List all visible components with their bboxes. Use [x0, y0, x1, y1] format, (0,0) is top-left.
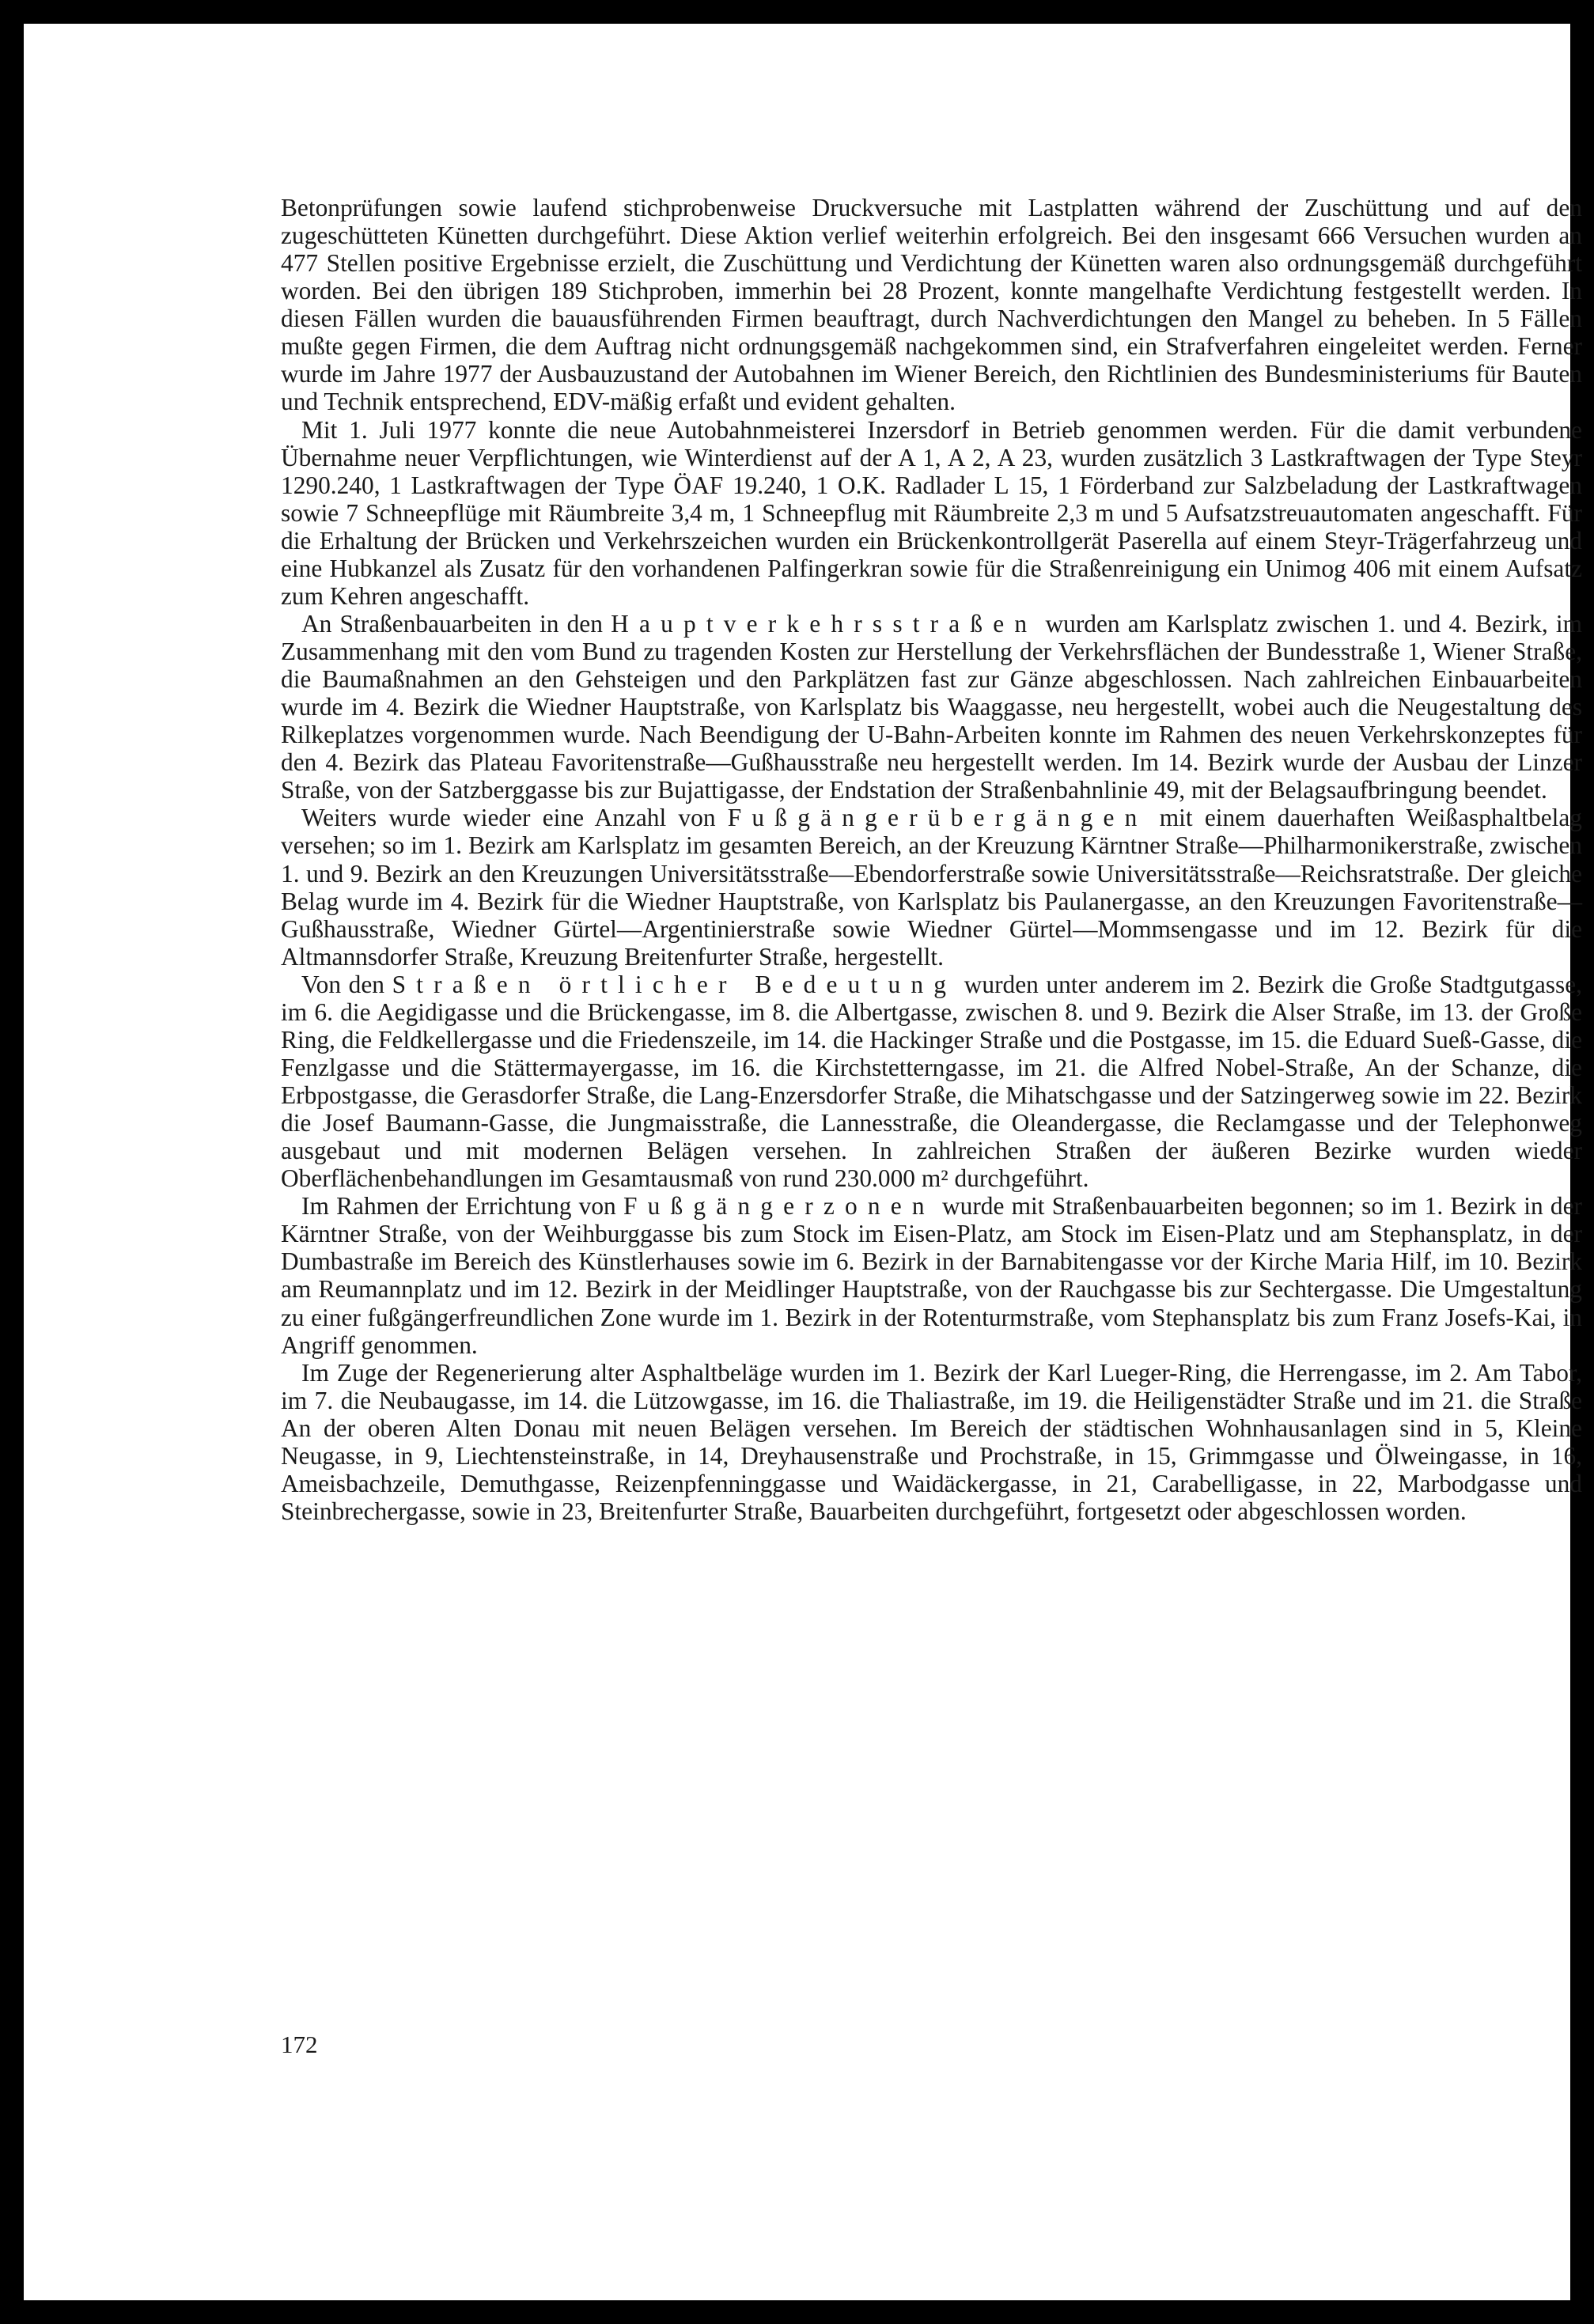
paragraph-text: mit einem dauerhaften Weißasphaltbelag versehen; so im 1. Bezirk am Karlsplatz im gesamten Bereich, an der Kreuzung Kärntner Straße—Philharmonikerstraße, zwischen 1. und 9. Bezirk an den Kreuzungen Universitätsstraße—Ebendorferstraße sowie Universitätsstraße—Reichsratstraße. Der gleiche Belag wurde im 4. Bezirk für die Wiedner Hauptstraße, von Karlsplatz bis Paulanergasse, an den Kreuzungen Favoritenstraße—Gußhausstraße, Wiedner Gürtel—Argentinierstraße sowie Wiedner Gürtel—Mommsengasse und im 12. Bezirk für die Altmannsdorfer Straße, Kreuzung Breitenfurter Straße, hergestellt.	[281, 804, 1582, 971]
paragraph-text: Betonprüfungen sowie laufend stichprobenweise Druckversuche mit Lastplatten während der Zuschüttung und auf den zugeschütteten Künetten durchgeführt. Diese Aktion verlief weiterhin erfolgreich. Bei den insgesamt 666 Versuchen wurden an 477 Stellen positive Ergebnisse erzielt, die Zuschüttung und Verdichtung der Künetten waren also ordnungsgemäß durchgeführt worden. Bei den übrigen 189 Stichproben, immerhin bei 28 Prozent, konnte mangelhafte Verdichtung festgestellt werden. In diesen Fällen wurden die bauausführenden Firmen beauftragt, durch Nachverdichtungen den Mangel zu beheben. In 5 Fällen mußte gegen Firmen, die dem Auftrag nicht ordnungsgemäß nachgekommen sind, ein Strafverfahren eingeleitet werden. Ferner wurde im Jahre 1977 der Ausbauzustand der Autobahnen im Wiener Bereich, den Richtlinien des Bundesministeriums für Bauten und Technik entsprechend, EDV-mäßig erfaßt und evident gehalten.	[281, 194, 1582, 416]
paragraph-strassen-oertlicher-bedeutung	[281, 971, 1582, 1193]
paragraph-text: Im Zuge der Regenerierung alter Asphaltbeläge wurden im 1. Bezirk der Karl Lueger-Ring, die Herrengasse, im 2. Am Tabor, im 7. die Neubaugasse, im 14. die Lützowgasse, im 16. die Thaliastraße, im 19. die Heiligenstädter Straße und im 21. die Straße An der oberen Alten Donau mit neuen Belägen versehen. Im Bereich der städtischen Wohnhausanlagen sind in 5, Kleine Neugasse, in 9, Liechtensteinstraße, in 14, Dreyhausenstraße und Prochstraße, in 15, Grimmgasse und Ölweingasse, in 16, Ameisbachzeile, Demuthgasse, Reizenpfenninggasse und Waidäckergasse, in 21, Carabelligasse, in 22, Marbodgasse und Steinbrechergasse, sowie in 23, Breitenfurter Straße, Bauarbeiten durchgeführt, fortgesetzt oder abgeschlossen worden.	[281, 1358, 1582, 1525]
spaced-heading-fussgaengeruebergaenge: Fußgängerübergängen	[727, 804, 1148, 832]
paragraph-text: wurde mit Straßenbauarbeiten begonnen; so im 1. Bezirk in der Kärntner Straße, von der Weihburggasse bis zum Stock im Eisen-Platz, am Stock im Eisen-Platz und am Stephansplatz, in der Dumbastraße im Bereich des Künstlerhauses sowie im 6. Bezirk in der Barnabitengasse vor der Kirche Maria Hilf, im 10. Bezirk am Reumannplatz und im 12. Bezirk in der Meidlinger Hauptstraße, von der Rauchgasse bis zur Sechtergasse. Die Umgestaltung zu einer fußgängerfreundlichen Zone wurde im 1. Bezirk in der Rotenturmstraße, vom Stephansplatz bis zum Franz Josefs-Kai, in Angriff genommen.	[281, 1192, 1582, 1359]
body-text	[281, 194, 1582, 1525]
paragraph-text: An Straßenbauarbeiten in den	[301, 609, 611, 638]
paragraph-hauptverkehrsstrassen	[281, 610, 1582, 804]
spaced-heading-fussgaengerzonen: Fußgängerzonen	[623, 1192, 935, 1221]
paragraph-text: wurden unter anderem im 2. Bezirk die Große Stadtgutgasse, im 6. die Aegidigasse und die Brückengasse, im 8. die Albertgasse, zwischen 8. und 9. Bezirk die Alser Straße, im 13. der Große Ring, die Feldkellergasse und die Friedenszeile, im 14. die Hackinger Straße und die Postgasse, im 15. die Eduard Sueß-Gasse, die Fenzlgasse und die Stättermayergasse, im 16. die Kirchstetterngasse, im 21. die Alfred Nobel-Straße, An der Schanze, die Erbpostgasse, die Gerasdorfer Straße, die Lang-Enzersdorfer Straße, die Mihatschgasse und der Satzingerweg sowie im 22. Bezirk die Josef Baumann-Gasse, die Jungmaisstraße, die Lannesstraße, die Oleandergasse, die Reclamgasse und der Telephonweg ausgebaut und mit modernen Belägen versehen. In zahlreichen Straßen der äußeren Bezirke wurden wieder Oberflächenbehandlungen im Gesamtausmaß von rund 230.000 m² durchgeführt.	[281, 970, 1582, 1193]
page-number: 172	[281, 2031, 318, 2058]
paragraph-text: wurden am Karlsplatz zwischen 1. und 4. Bezirk, im Zusammenhang mit den vom Bund zu tragenden Kosten zur Herstellung der Verkehrsflächen der Bundesstraße 1, Wiener Straße, die Baumaßnahmen an den Gehsteigen und den Parkplätzen fast zur Gänze abgeschlossen. Nach zahlreichen Einbauarbeiten wurde im 4. Bezirk die Wiedner Hauptstraße, von Karlsplatz bis Waaggasse, neu hergestellt, wobei auch die Neugestaltung des Rilkeplatzes vorgenommen wurde. Nach Beendigung der U-Bahn-Arbeiten konnte im Rahmen des neuen Verkehrskonzeptes für den 4. Bezirk das Plateau Favoritenstraße—Gußhausstraße neu hergestellt werden. Im 14. Bezirk wurde der Ausbau der Linzer Straße, von der Satzberggasse bis zur Bujattigasse, der Endstation der Straßenbahnlinie 49, mit der Belagsaufbringung beendet.	[281, 609, 1582, 804]
paragraph-text: Von den	[301, 970, 392, 998]
paragraph-regenerierung	[281, 1359, 1582, 1525]
paragraph-fussgaengerzonen	[281, 1192, 1582, 1358]
paragraph-betonpruefungen	[281, 194, 1582, 416]
spaced-heading-strassen-oertlicher-bedeutung: Straßen örtlicher Bedeutung	[392, 970, 957, 998]
document-page	[24, 24, 1582, 2300]
paragraph-text: Weiters wurde wieder eine Anzahl von	[301, 804, 728, 832]
spaced-heading-hauptverkehrsstrassen: Hauptverkehrsstraßen	[611, 609, 1038, 638]
paragraph-autobahnmeisterei	[281, 416, 1582, 610]
paragraph-text: Im Rahmen der Errichtung von	[301, 1192, 623, 1221]
paragraph-text: Mit 1. Juli 1977 konnte die neue Autobahnmeisterei Inzersdorf in Betrieb genommen werden. Für die damit verbundene Übernahme neuer Verpflichtungen, wie Winterdienst auf der A 1, A 2, A 23, wurden zusätzlich 3 Lastkraftwagen der Type Steyr 1290.240, 1 Lastkraftwagen der Type ÖAF 19.240, 1 O.K. Radlader L 15, 1 Förderband zur Salzbeladung der Lastkraftwagen sowie 7 Schneepflüge mit Räumbreite 3,4 m, 1 Schneepflug mit Räumbreite 2,3 m und 5 Aufsatzstreuautomaten angeschafft. Für die Erhaltung der Brücken und Verkehrszeichen wurden ein Brückenkontrollgerät Paserella auf einem Steyr-Trägerfahrzeug und eine Hubkanzel als Zusatz für den vorhandenen Palfingerkran sowie für die Straßenreinigung ein Unimog 406 mit einem Aufsatz zum Kehren angeschafft.	[281, 415, 1582, 610]
paragraph-fussgaengeruebergaenge	[281, 804, 1582, 970]
